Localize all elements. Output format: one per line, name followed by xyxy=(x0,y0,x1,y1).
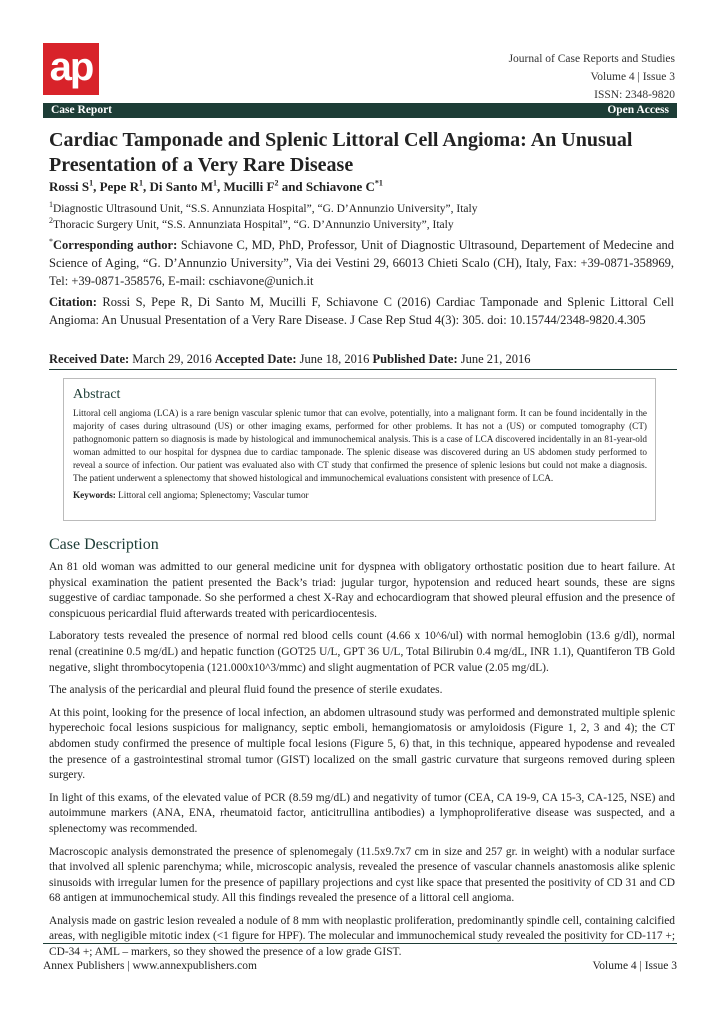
article-title: Cardiac Tamponade and Splenic Littoral Cell Angioma: An Unusual Presentation of a Very Rare Disease xyxy=(49,129,633,176)
section-heading: Case Description xyxy=(49,536,159,553)
paragraph: An 81 old woman was admitted to our general medicine unit for dyspnea with obligatory orthostatic position due to heart failure. At physical examination the patient presented the Back’s triad: jugular turgor, hypotension and reduced heart sounds, these are signs suggestive of cardiac tamponade. So she performed a chest X-Ray and echocardiogram that showed pleural effusion and the presence of conspicuous pericardial fluid afterwards treated with pericardiocentesis. xyxy=(49,561,675,620)
keywords: Keywords: Littoral cell angioma; Splenectomy; Vascular tumor xyxy=(73,490,309,500)
affiliation: $^1$Diagnostic Ultrasound Unit, “S.S. Annunziata Hospital”, “G. D’Annunzio University”, Italy xyxy=(49,200,478,215)
journal-volume: Volume 4 | Issue 3 xyxy=(590,71,675,83)
paragraph: Macroscopic analysis demonstrated the presence of splenomegaly (11.5x9.7x7 cm in size and 257 gr. in weight) with a nodular surface that involved all splenic parenchyma; while, microscopic analysis, revealed the presence of vascular channels anastomosis alike splenic sinusoids with irregular lumen for the presence of papillary projections and cyst like space that presented the positivity of CD 31 and CD 68 antigen at immunochemical study. All this findings revealed the presence of a littoral cell angioma. xyxy=(49,845,675,905)
divider xyxy=(49,369,677,370)
journal-name: Journal of Case Reports and Studies xyxy=(508,53,675,65)
article-dates: Received Date: March 29, 2016 Accepted Date: June 18, 2016 Published Date: June 21, 2016 xyxy=(49,352,531,366)
author[interactable]: Di Santo $M^1$ xyxy=(149,178,218,194)
abstract-text: Littoral cell angioma (LCA) is a rare benign vascular splenic tumor that can evolve, potentially, into a malignant form. It can be found incidentally in the majority of cases during ultrasound (US) or other imaging exams, performed for other problems. It has not a (US) or computed tomography (CT) pathognomonic pattern so diagnosis is made by histological and immunochemical analysis. This is a case of LCA discovered incidentally in an 81-year-old woman admitted to our hospital for dyspnea due to cardiac tamponade. The splenic disease was discovered during an US abdomen study performed to reveal a source of infection. Our patient was evaluated also with CT study that confirmed the presence of splenic lesions but could not make a diagnosis. The patient underwent a splenectomy that showed histological and immunochemical evaluations consistent with presence of LCA. xyxy=(73,408,647,483)
publisher-logo: ap xyxy=(43,43,99,95)
journal-info xyxy=(509,50,675,104)
body-text xyxy=(49,560,675,968)
paragraph: The analysis of the pericardial and pleural fluid found the presence of sterile exudates. xyxy=(49,684,443,697)
abstract-heading: Abstract xyxy=(73,387,121,402)
author[interactable]: Mucilli $F^2$ xyxy=(223,178,279,194)
journal-issn: ISSN: 2348-9820 xyxy=(594,89,675,101)
affiliation: $^2$Thoracic Surgery Unit, “S.S. Annunziata Hospital”, “G. D’Annunzio University”, Italy xyxy=(49,216,454,231)
paragraph: Laboratory tests revealed the presence of normal red blood cells count (4.66 x 10^6/ul) with normal hemoglobin (13.6 g/dl), normal renal (creatinine 0.5 mg/dL) and hepatic function (GOT25 U/L, GPT 36 U/L, Total Bilirubin 0.4 mg/dL, INR 1.1), Quantiferon TB Gold negative, slight thrombocytopenia (121.000x10^3/mmc) and slight augmentation of PCR value (2.05 mg/dL). xyxy=(49,630,675,674)
author[interactable]: Rossi $S^1$ xyxy=(49,178,94,194)
paragraph: Analysis made on gastric lesion revealed a nodule of 8 mm with neoplastic proliferation, predominantly spindle cell, containing calcified areas, with negligible mitotic index (<1 figure for HPF). The molecular and immunochemical study revealed the positivity for CD-117 +; CD-34 +; AML – markers, so they showed the presence of a low grade GIST. xyxy=(49,914,675,959)
abstract-box xyxy=(63,378,656,521)
open-access-label: Open Access xyxy=(607,104,669,116)
author[interactable]: Pepe $R^1$ xyxy=(99,178,143,194)
citation: Citation: Rossi S, Pepe R, Di Santo M, Mucilli F, Schiavone C (2016) Cardiac Tamponade and Splenic Littoral Cell Angioma: An Unusual Presentation of a Very Rare Disease. J Case Rep Stud 4(3): 305. doi: 10.15744/2348-9820.4.305 xyxy=(49,295,674,327)
footer-volume: Volume 4 | Issue 3 xyxy=(592,960,677,972)
footer-publisher[interactable]: Annex Publishers | www.annexpublishers.com xyxy=(43,960,257,972)
footer-divider xyxy=(43,943,677,944)
corresponding-author: *Corresponding author: Schiavone C, MD, PhD, Professor, Unit of Diagnostic Ultrasound, Departement of Medecine and Science of Aging, “G. D’Annunzio University”, Via dei Vestini 29, 66013 Chieti Scalo (CH), Italy, Fax: +39-0871-358969, Tel: +39-0871-358576, E-mail: cschiavone@unich.it xyxy=(49,236,674,288)
paragraph: At this point, looking for the presence of local infection, an abdomen ultrasound study was performed and demonstrated multiple splenic hyperechoic focal lesions suspicious for malignancy, septic emboli, hemangiomatosis or amyloidosis (Figure 1, 2, 3 and 4); the CT abdomen study confirmed the presence of multiple focal lesions (Figure 5, 6) that, in this technique, appeared hypodense and revealed the presence of a gastrointestinal stromal tumor (GIST) localized on the small gastric curvature that surgeons removed during spleen surgery. xyxy=(49,706,675,782)
author-list: Rossi $S^1$, Pepe $R^1$, Di Santo $M^1$, Mucilli $F^2$ and Schiavone $C^{*1}$ xyxy=(49,178,383,194)
affiliations xyxy=(49,201,477,233)
article-type: Case Report xyxy=(51,104,112,116)
paragraph: In light of this exams, of the elevated value of PCR (8.59 mg/dL) and negativity of tumor (CEA, CA 19-9, CA 15-3, CA-125, NSE) and autoimmune markers (ANA, ENA, rheumatoid factor, anticitrullina antibodies) a lymphoproliferative disease was suspected, and a splenectomy was recommended. xyxy=(49,791,675,835)
article-type-bar xyxy=(43,103,677,118)
author[interactable]: Schiavone $C^{*1}$ xyxy=(305,178,383,194)
